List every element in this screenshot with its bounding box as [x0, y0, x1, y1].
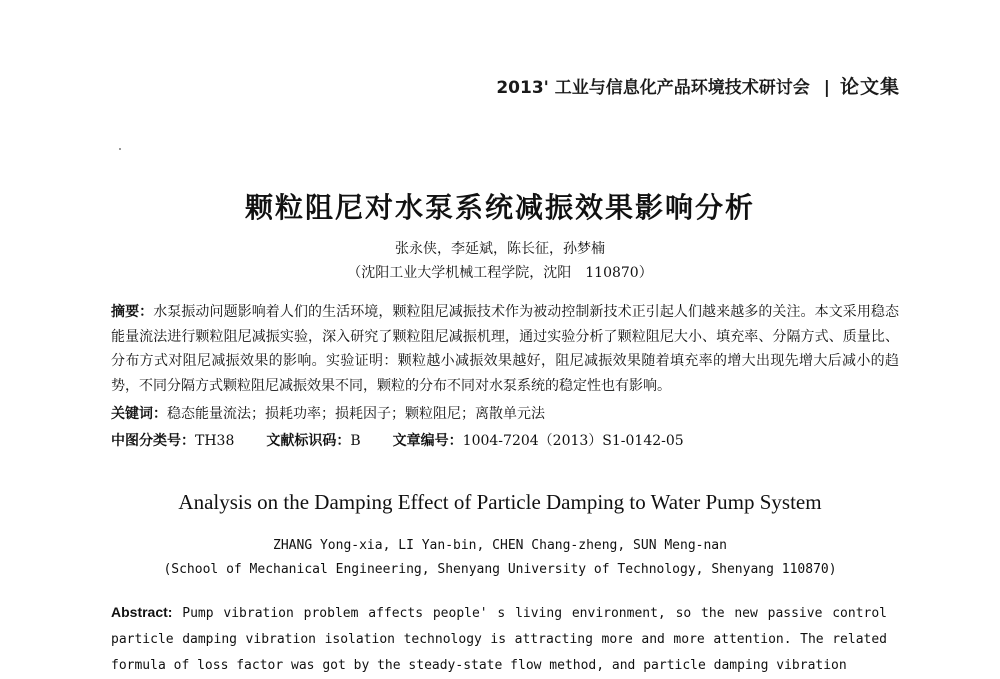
paper-title-cn: 颗粒阻尼对水泵系统减振效果影响分析 — [244, 191, 755, 224]
keywords-cn — [111, 403, 545, 423]
collection-label: 论文集 — [839, 76, 900, 98]
doc-code-value: B — [350, 433, 361, 449]
article-no-label: 文章编号： — [392, 433, 463, 449]
abstract-cn-label: 摘要： — [111, 304, 154, 320]
conference-name: 2013' 工业与信息化产品环境技术研讨会 — [496, 78, 810, 98]
abstract-cn — [111, 300, 899, 398]
clc-value: TH38 — [195, 433, 235, 449]
running-header — [496, 72, 900, 99]
affiliation-cn: （沈阳工业大学机械工程学院，沈阳 110870） — [347, 265, 653, 281]
classification-line — [111, 430, 684, 450]
doc-code-label: 文献标识码： — [266, 433, 351, 449]
abstract-en — [111, 599, 887, 679]
abstract-en-text: Pump vibration problem affects people' s living environment, so the new passive control particle damping vibration isolation technology is attracting more and more attention. The related formula of loss factor was got by the steady-state flow method, and particle damping vibration — [111, 606, 887, 673]
keywords-text: 稳态能量流法；损耗功率；损耗因子；颗粒阻尼；离散单元法 — [167, 406, 545, 422]
affiliation-en: (School of Mechanical Engineering, Shenyang University of Technology, Shenyang 110870) — [163, 562, 837, 577]
clc-label: 中图分类号： — [111, 433, 195, 449]
scan-speck — [119, 148, 121, 150]
authors-en: ZHANG Yong-xia, LI Yan-bin, CHEN Chang-zheng, SUN Meng-nan — [273, 538, 727, 553]
article-no-value: 1004-7204（2013）S1-0142-05 — [462, 433, 684, 449]
abstract-cn-text: 水泵振动问题影响着人们的生活环境，颗粒阻尼减振技术作为被动控制新技术正引起人们越来越多的关注。本文采用稳态能量流法进行颗粒阻尼减振实验，深入研究了颗粒阻尼减振机理，通过实验分析了颗粒阻尼大小、填充率、分隔方式、质量比、分布方式对阻尼减振效果的影响。实验证明：颗粒越小减振效果越好，阻尼减振效果随着填充率的增大出现先增大后减小的趋势，不同分隔方式颗粒阻尼减振效果不同，颗粒的分布不同对水泵系统的稳定性也有影响。 — [111, 304, 899, 394]
paper-title-en: Analysis on the Damping Effect of Particle Damping to Water Pump System — [178, 490, 822, 514]
authors-cn: 张永侠，李延斌，陈长征，孙梦楠 — [395, 241, 605, 257]
abstract-en-label: Abstract: — [111, 604, 173, 620]
header-separator: | — [823, 78, 830, 98]
keywords-label: 关键词： — [111, 406, 167, 422]
